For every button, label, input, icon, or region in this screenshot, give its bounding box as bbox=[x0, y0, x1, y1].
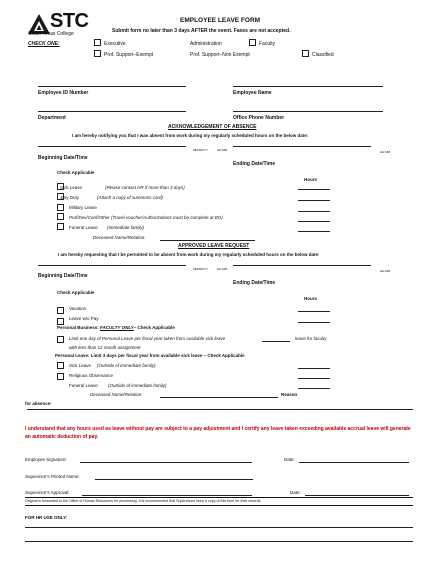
funeral-hours-line[interactable] bbox=[298, 231, 330, 232]
checkbox-prof-exempt[interactable] bbox=[94, 50, 101, 57]
personal-business-post: – Check Applicable bbox=[133, 325, 175, 330]
absence-end-line[interactable] bbox=[233, 146, 371, 147]
form-subtitle: Submit form no later than 3 days AFTER the event. Faxes are not accepted. bbox=[112, 28, 291, 34]
department-label: Department bbox=[38, 115, 66, 121]
personal-business-pre: Personal Business: bbox=[57, 325, 101, 330]
date2-line[interactable] bbox=[305, 495, 409, 496]
checkbox-executive[interactable] bbox=[94, 39, 101, 46]
absence-heading: ACKNOWLEDGEMENT OF ABSENCE bbox=[168, 124, 257, 130]
supervisor-approval-label: Supervisor's Approval: bbox=[25, 490, 70, 495]
logo-name: STC bbox=[50, 10, 89, 32]
deceased-label: Deceased Name/Relation: bbox=[93, 235, 146, 240]
absence-statement: I am hereby notifying you that I was absent from work during my regularly scheduled hours on the below date: bbox=[72, 133, 309, 138]
limit-one-hours-line[interactable] bbox=[262, 341, 290, 342]
checkbox-military-leave[interactable] bbox=[57, 204, 64, 211]
deceased-request-line[interactable] bbox=[160, 397, 278, 398]
leave-for-faculty-label: leave for faculty bbox=[295, 336, 327, 341]
date2-label: Date: bbox=[290, 490, 301, 495]
checkbox-sick-leave-personal[interactable] bbox=[57, 362, 64, 369]
religious-label: Religious Observance bbox=[69, 373, 114, 378]
supervisor-approval-line[interactable] bbox=[82, 495, 252, 496]
less-than-label: with less than 12 month assignment bbox=[69, 345, 141, 350]
check-one-label: CHECK ONE: bbox=[28, 41, 60, 47]
hhmm-label: HH:MM bbox=[217, 148, 228, 152]
request-end-label: Ending Date/Time bbox=[233, 280, 276, 286]
absence-begin-line[interactable] bbox=[38, 146, 186, 147]
logo-college: South Texas College bbox=[28, 31, 74, 37]
hr-use-line-2[interactable] bbox=[25, 541, 413, 542]
checkbox-funeral-leave[interactable] bbox=[57, 223, 64, 230]
employee-signature-label: Employee Signature: bbox=[25, 457, 67, 462]
funeral-leave-label: Funeral Leave bbox=[69, 225, 98, 230]
for-absence-label: for absence: bbox=[25, 401, 52, 406]
footer-divider-2 bbox=[25, 505, 413, 506]
personal-leave-label: Personal Leave: Limit 3 days per fiscal year from available sick leave – Check Applicable bbox=[55, 353, 245, 358]
absence-check-applicable: Check Applicable bbox=[57, 170, 95, 175]
military-hours-line[interactable] bbox=[298, 211, 330, 212]
option-prof-nonexempt: Prof. Support–Non Exempt bbox=[190, 52, 250, 58]
req-hhmm-label: HH:MM bbox=[217, 267, 228, 271]
outside-family2-label: (Outside of immediate family) bbox=[108, 383, 167, 388]
limit-one-label: Limit one day of Personal Leave per fiscal year taken from available sick leave bbox=[69, 336, 226, 341]
checkbox-limit-one-day[interactable] bbox=[57, 336, 64, 343]
employee-name-line[interactable] bbox=[233, 86, 383, 87]
mmddyy-label: MM/DD/YY bbox=[193, 148, 208, 152]
req-mmddyy-label: MM/DD/YY bbox=[193, 267, 208, 271]
date1-label: Date: bbox=[284, 457, 295, 462]
checkbox-leave-wo-pay[interactable] bbox=[57, 318, 64, 325]
sick-hours-line[interactable] bbox=[298, 189, 330, 190]
request-end-line[interactable] bbox=[233, 265, 371, 266]
office-phone-label: Office Phone Number bbox=[233, 115, 285, 121]
jury-duty-note: (Attach a copy of summons card) bbox=[97, 195, 164, 200]
absence-begin-label: Beginning Date/Time bbox=[38, 155, 88, 161]
footer-divider bbox=[25, 497, 413, 498]
request-begin-label: Beginning Date/Time bbox=[38, 273, 88, 279]
absence-end-label: Ending Date/Time bbox=[233, 161, 276, 167]
request-begin-line[interactable] bbox=[38, 265, 186, 266]
jury-duty-label: Jury Duty bbox=[60, 195, 80, 200]
leave-wo-pay-label: Leave w/o Pay bbox=[69, 316, 99, 321]
checkbox-prof-dev[interactable] bbox=[57, 213, 64, 220]
checkbox-faculty[interactable] bbox=[249, 39, 256, 46]
vacation-hours-line[interactable] bbox=[298, 311, 330, 312]
reason-line[interactable] bbox=[27, 409, 413, 410]
prof-dev-hours-line[interactable] bbox=[298, 221, 330, 222]
military-leave-label: Military Leave bbox=[69, 205, 97, 210]
leave-wo-pay-hours-line[interactable] bbox=[298, 322, 330, 323]
hr-use-line-1[interactable] bbox=[25, 527, 413, 528]
req-hhmm-label-right: HH:MM bbox=[380, 269, 391, 273]
checkbox-religious[interactable] bbox=[57, 373, 64, 380]
supervisor-printed-line[interactable] bbox=[95, 479, 253, 480]
footer-note: Original is forwarded to the Office of Human Resources for processing. It is recommended that Supervisors keep a copy of this form for their records. bbox=[25, 499, 262, 503]
department-line[interactable] bbox=[38, 111, 186, 112]
employee-id-label: Employee ID Number bbox=[38, 90, 89, 96]
funeral-leave-note: (Immediate family) bbox=[107, 225, 145, 230]
sick-leave-personal-label: Sick Leave bbox=[69, 363, 92, 368]
date1-line[interactable] bbox=[299, 462, 409, 463]
supervisor-printed-label: Supervisor's Printed Name: bbox=[25, 474, 80, 479]
sick-leave-label: Sick Leave bbox=[60, 185, 83, 190]
option-executive: Executive bbox=[104, 41, 126, 47]
hhmm-label-right: HH:MM bbox=[380, 150, 391, 154]
sick-personal-hours-line[interactable] bbox=[298, 368, 330, 369]
hr-use-label: FOR HR USE ONLY: bbox=[25, 515, 68, 520]
reason-label: Reason bbox=[281, 392, 298, 397]
absence-hours-label: Hours bbox=[304, 177, 318, 182]
employee-name-label: Employee Name bbox=[233, 90, 272, 96]
employee-id-line[interactable] bbox=[38, 86, 186, 87]
funeral-request-hours-line[interactable] bbox=[298, 388, 330, 389]
sick-leave-note: (Please contact HR if more than 3 days) bbox=[105, 185, 185, 190]
deceased-line[interactable] bbox=[160, 240, 255, 241]
jury-hours-line[interactable] bbox=[298, 200, 330, 201]
religious-hours-line[interactable] bbox=[298, 378, 330, 379]
outside-family-label: (Outside of immediate family) bbox=[97, 363, 156, 368]
faculty-only-label: FACULTY ONLY bbox=[100, 325, 134, 330]
request-statement: I am hereby requesting that I be permitted to be absent from work during my regularly scheduled hours on the below date: bbox=[58, 252, 320, 257]
personal-business-label bbox=[57, 325, 175, 330]
prof-dev-label: Prof/Dev/Conf/Other (Travel voucher/Authorizations must be complete at BO) bbox=[69, 215, 223, 220]
form-title: EMPLOYEE LEAVE FORM bbox=[180, 17, 261, 24]
funeral-request-label: Funeral Leave bbox=[69, 383, 98, 388]
deceased-request-label: Deceased Name/Relation: bbox=[90, 392, 143, 397]
option-administration: Administration bbox=[190, 41, 222, 47]
certification-text: I understand that any hours used as leave without pay are subject to a pay adjustment and I certify any leave taken exceeding available accrual leave will generate an automatic deduction of pay. bbox=[25, 426, 411, 440]
office-phone-line[interactable] bbox=[233, 111, 383, 112]
request-hours-label: Hours bbox=[304, 296, 318, 301]
employee-signature-line[interactable] bbox=[80, 462, 252, 463]
option-classified: Classified bbox=[312, 52, 334, 58]
vacation-label: Vacation bbox=[69, 306, 87, 311]
request-heading: APPROVED LEAVE REQUEST bbox=[178, 243, 250, 249]
checkbox-vacation[interactable] bbox=[57, 307, 64, 314]
request-check-applicable: Check Applicable bbox=[57, 290, 95, 295]
option-faculty: Faculty bbox=[259, 41, 276, 47]
checkbox-classified[interactable] bbox=[302, 50, 309, 57]
option-prof-exempt: Prof. Support–Exempt bbox=[104, 52, 154, 58]
